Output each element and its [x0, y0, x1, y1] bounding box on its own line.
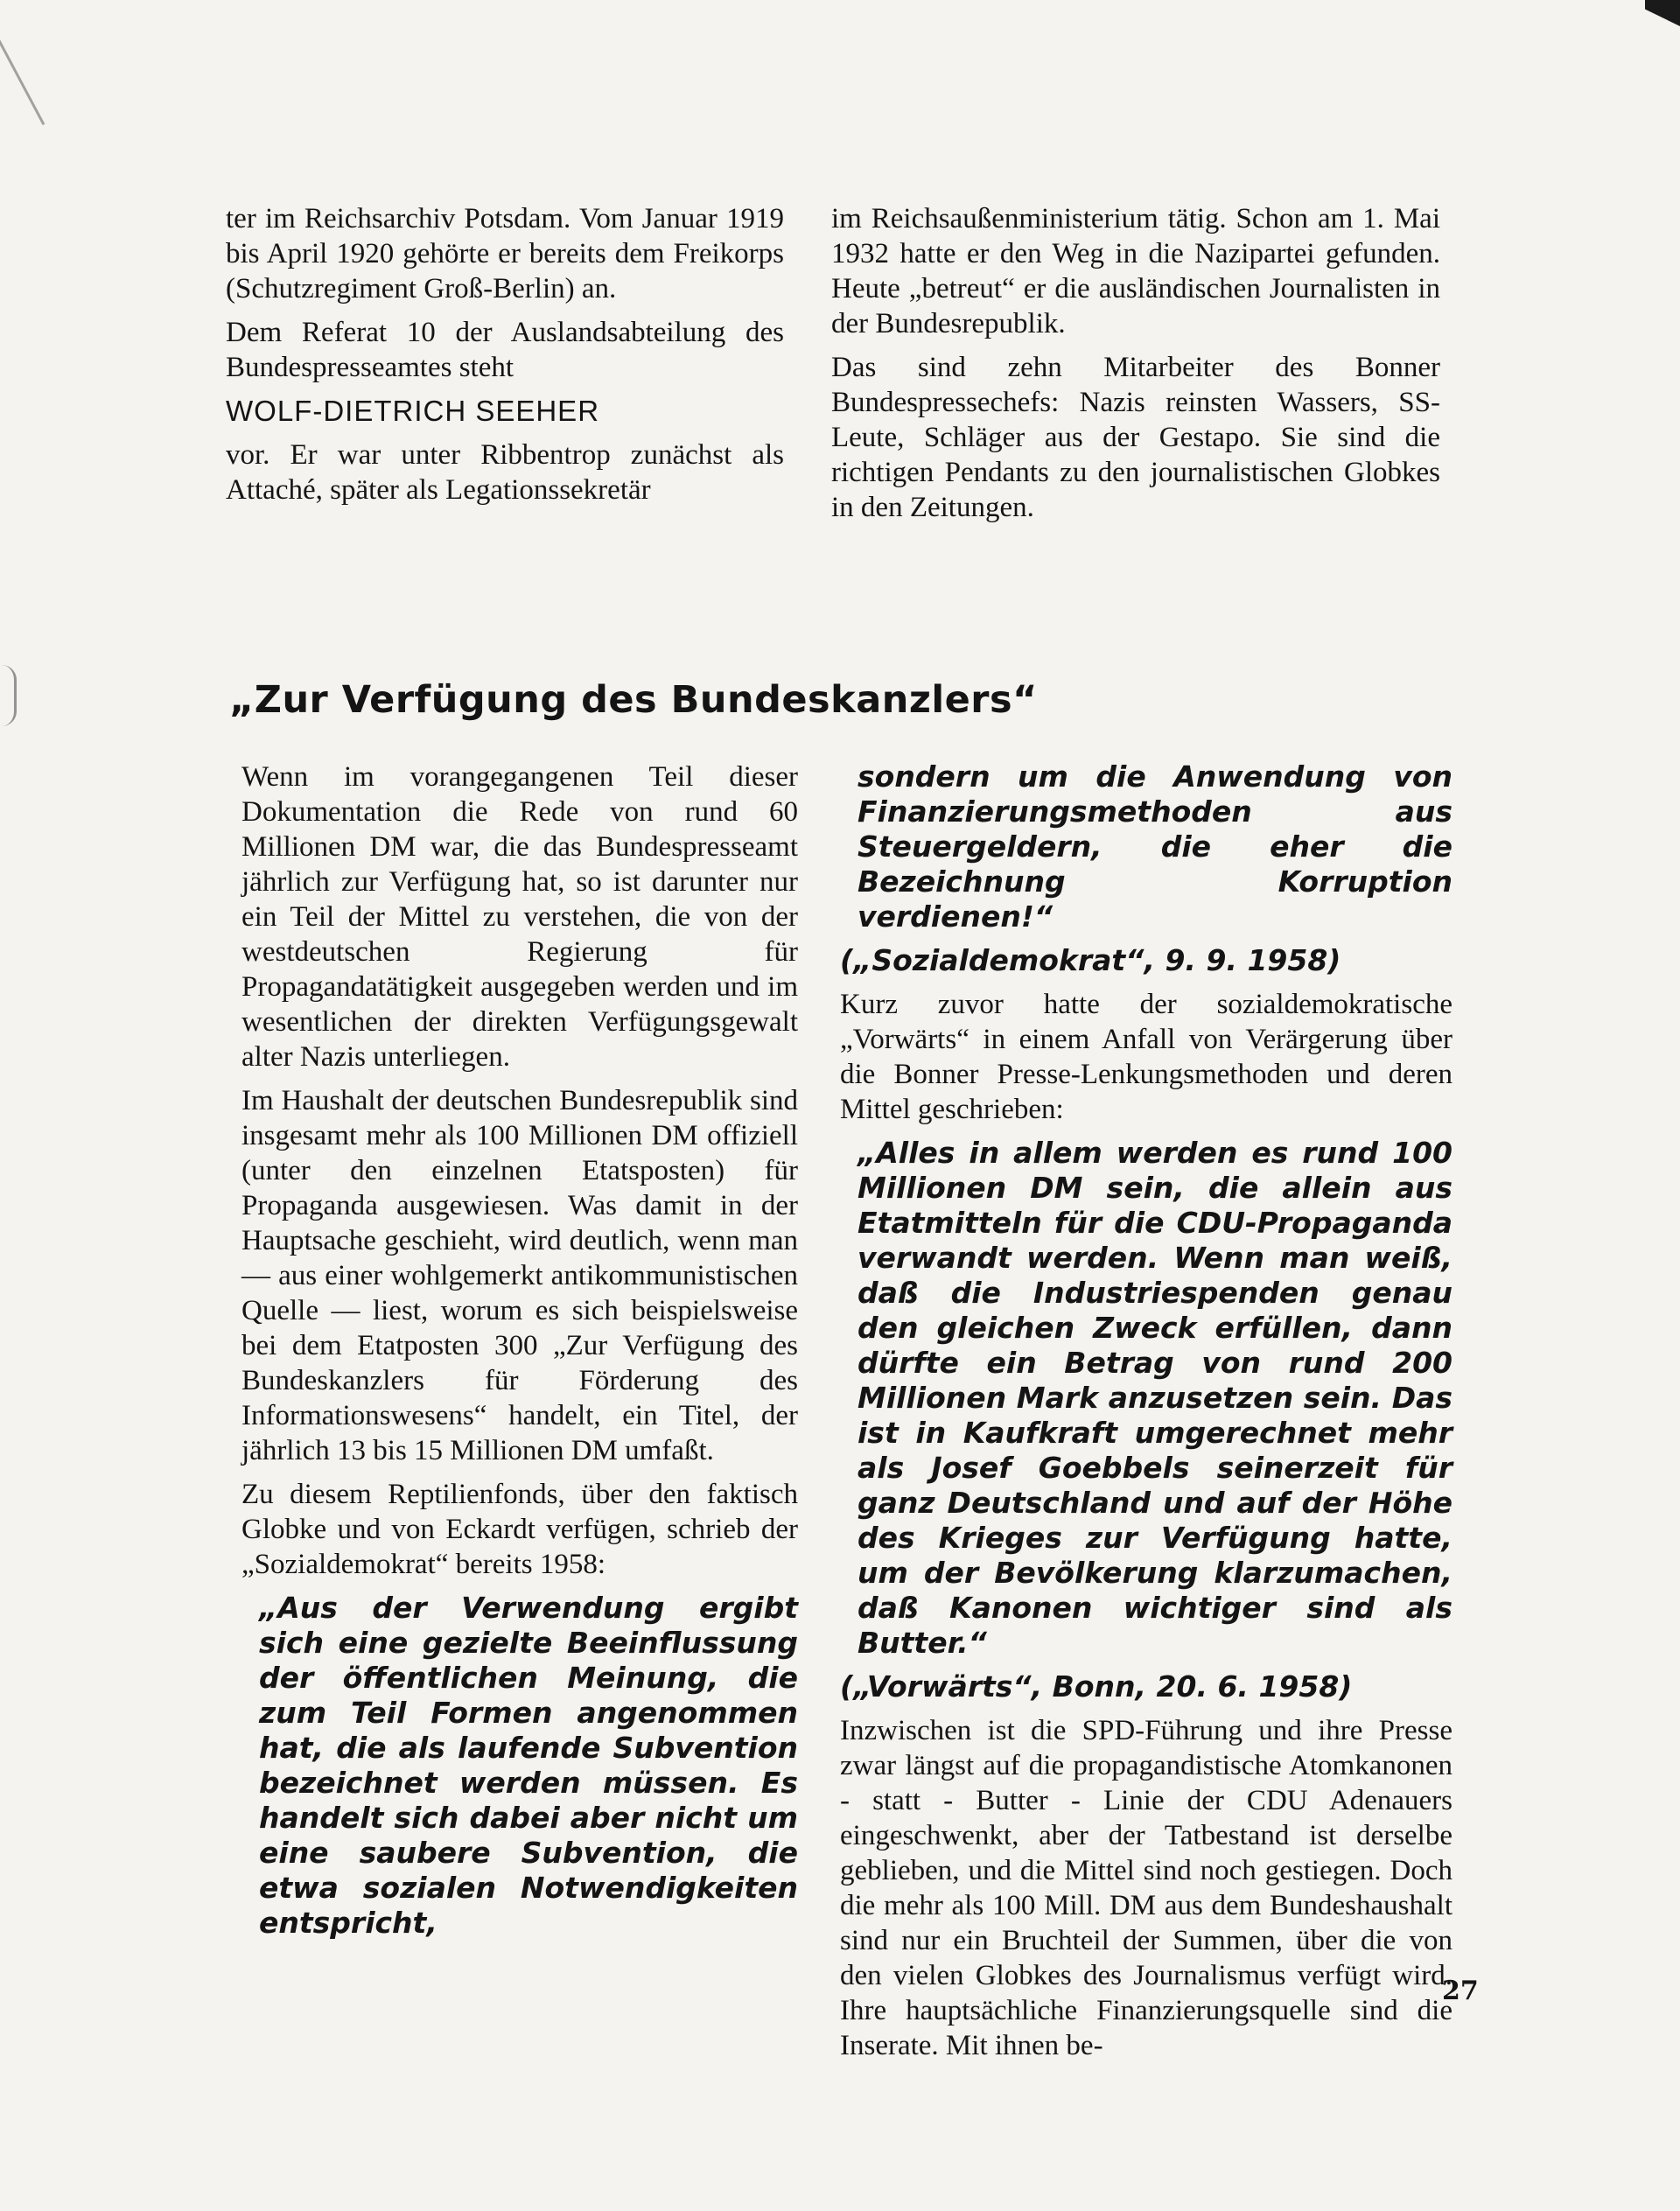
quotation: „Alles in allem werden es rund 100 Millionen DM sein, die allein aus Etatmitteln für die CDU-Propaganda verwandt werden. Wenn man weiß, daß die Industriespenden genau den gleichen Zweck erfüllen, dann dürfte ein Betrag von rund 200 Millionen Mark anzusetzen sein. Das ist in Kaufkraft umgerechnet mehr als Josef Goebbels seinerzeit für ganz Deutschland und auf der Höhe des Krieges zur Verfügung hatte, um der Bevölkerung klarzumachen, daß Kanonen wichtiger sind als Butter.“: [858, 1136, 1452, 1660]
person-name: WOLF-DIETRICH SEEHER: [226, 395, 600, 427]
paragraph: vor. Er war unter Ribbentrop zunächst als Attaché, später als Legationssekretär: [226, 439, 784, 506]
corner-scan-mark: [1645, 0, 1680, 26]
paragraph: Dem Referat 10 der Auslandsabteilung des Bundespresseamtes steht: [226, 317, 784, 383]
bottom-left-column: [242, 759, 798, 1949]
quote-source: („Vorwärts“, Bonn, 20. 6. 1958): [840, 1669, 1353, 1704]
paragraph: Das sind zehn Mitarbeiter des Bonner Bundespressechefs: Nazis reinsten Wassers, SS-Leute, Schläger aus der Gestapo. Sie sind die richtigen Pendants zu den journalistischen Globkes in den Zeitungen.: [831, 352, 1440, 523]
paragraph: im Reichsaußenministerium tätig. Schon am 1. Mai 1932 hatte er den Weg in die Nazipartei gefunden. Heute „betreut“ er die ausländischen Journalisten in der Bundesrepublik.: [831, 203, 1440, 339]
quote-source: („Sozialdemokrat“, 9. 9. 1958): [840, 943, 1341, 977]
top-left-column: [226, 201, 784, 516]
top-right-column: [831, 201, 1440, 534]
paragraph: Wenn im vorangegangenen Teil dieser Dokumentation die Rede von rund 60 Millionen DM war, die das Bundespresseamt jährlich zur Verfügung hat, so ist darunter nur ein Teil der Mittel zu verstehen, die von der westdeutschen Regierung für Propagandatätigkeit ausgegeben werden und im wesentlichen der direkten Verfügungsgewalt alter Nazis unterliegen.: [242, 761, 798, 1073]
paragraph: Im Haushalt der deutschen Bundesrepublik sind insgesamt mehr als 100 Millionen DM offiziell (unter den einzelnen Etatsposten) für Propaganda ausgewiesen. Was damit in der Hauptsache geschieht, wird deutlich, wenn man — aus einer wohlgemerkt antikommunistischen Quelle — liest, worum es sich beispielsweise bei dem Etatposten 300 „Zur Verfügung des Bundeskanzlers für Förderung des Informationswesens“ handelt, ein Titel, der jährlich 13 bis 15 Millionen DM umfaßt.: [242, 1085, 798, 1466]
paragraph: Kurz zuvor hatte der sozialdemokratische „Vorwärts“ in einem Anfall von Verärgerung über die Bonner Presse-Lenkungsmethoden und deren Mittel geschrieben:: [840, 989, 1452, 1125]
page-number: 27: [1442, 1976, 1479, 2006]
quotation: „Aus der Verwendung ergibt sich eine gezielte Beeinflussung der öffentlichen Meinung, die zum Teil Formen angenommen hat, die als laufende Subvention bezeichnet werden müssen. Es handelt sich dabei aber nicht um eine saubere Subvention, die etwa sozialen Notwendigkeiten entspricht,: [259, 1591, 798, 1940]
quotation-continued: sondern um die Anwendung von Finanzierungsmethoden aus Steuergeldern, die eher die Bezeichnung Korruption verdienen!“: [858, 759, 1452, 934]
section-heading: „Zur Verfügung des Bundeskanzlers“: [229, 678, 1038, 722]
edge-scratch-mark: [0, 24, 45, 125]
paragraph: Zu diesem Reptilienfonds, über den faktisch Globke und von Eckardt verfügen, schrieb der „Sozialdemokrat“ bereits 1958:: [242, 1479, 798, 1580]
edge-bracket-mark: [2, 665, 17, 726]
bottom-right-column: [840, 759, 1452, 2072]
paragraph: Inzwischen ist die SPD-Führung und ihre Presse zwar längst auf die propagandistische Atomkanonen - statt - Butter - Linie der CDU Adenauers eingeschwenkt, aber der Tatbestand ist derselbe geblieben, und die Mittel sind noch gestiegen. Doch die mehr als 100 Mill. DM aus dem Bundeshaushalt sind nur ein Bruchteil der Summen, über die von den vielen Globkes des Journalismus verfügt wird. Ihre hauptsächliche Finanzierungsquelle sind die Inserate. Mit ihnen be-: [840, 1715, 1452, 2061]
paragraph: ter im Reichsarchiv Potsdam. Vom Januar 1919 bis April 1920 gehörte er bereits dem Freikorps (Schutzregiment Groß-Berlin) an.: [226, 203, 784, 304]
